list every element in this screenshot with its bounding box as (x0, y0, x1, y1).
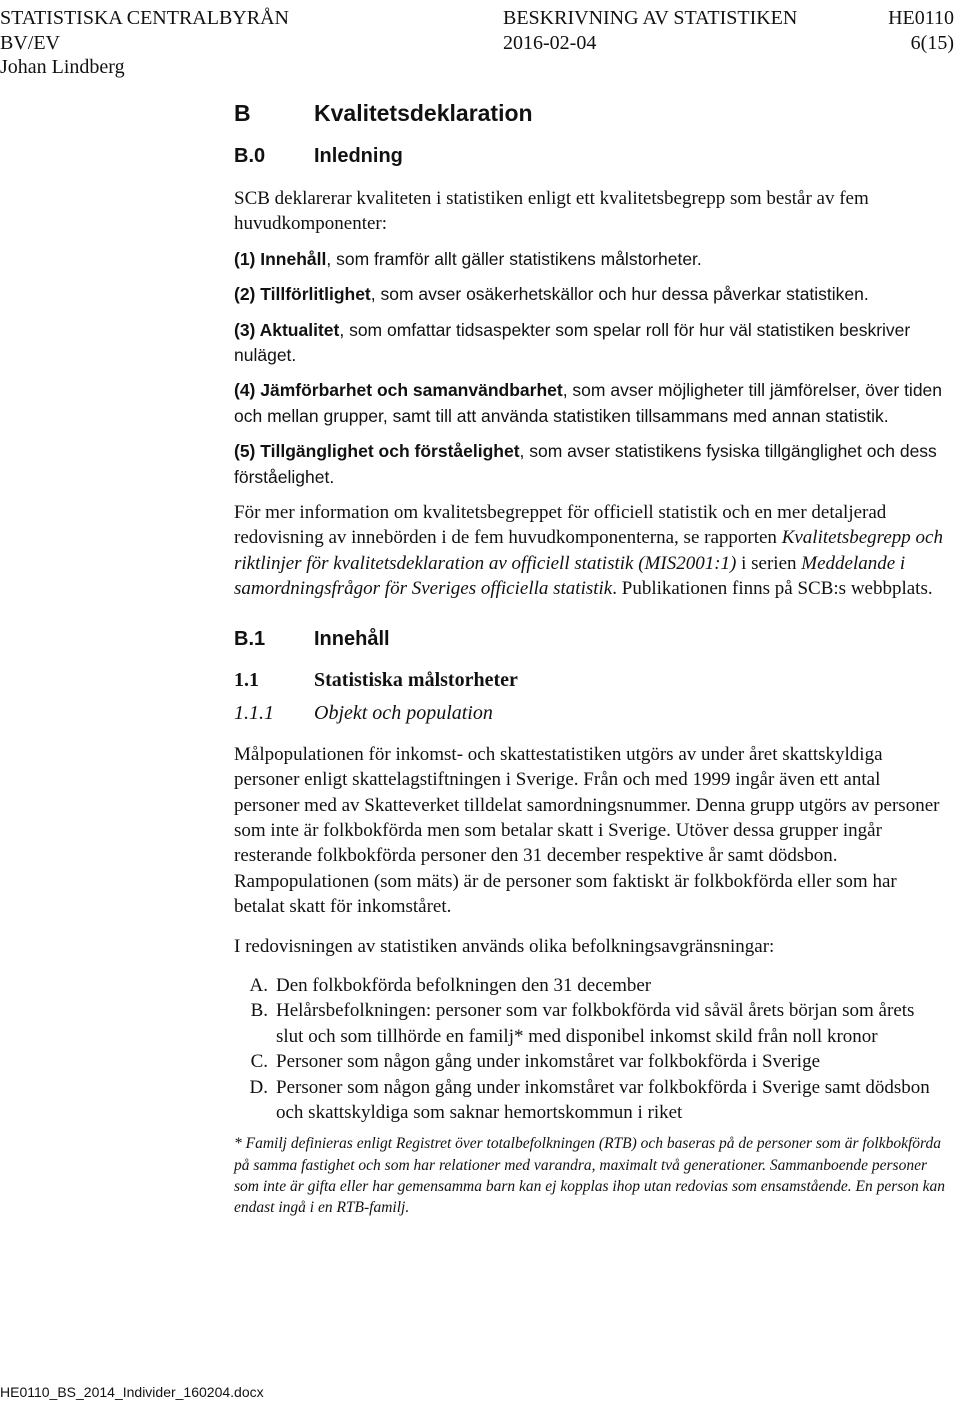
list-item-label: D. (249, 1076, 268, 1098)
header-author: Johan Lindberg (0, 56, 125, 78)
heading-title: Kvalitetsdeklaration (314, 100, 533, 126)
component-label: (3) Aktualitet (234, 319, 340, 340)
component-text: , som avser osäkerhetskällor och hur dessa påverkar statistiken. (370, 284, 869, 305)
component-text: , som avser möjligheter till jämförelser, över tiden och mellan grupper, samt till att använda statistiken tillsammans med annan statistik. (234, 380, 943, 426)
delimitation-intro: I redovisningen av statistiken används olika befolkningsavgränsningar: (234, 935, 775, 957)
heading-title: Objekt och population (314, 701, 493, 724)
delimitation-list (234, 973, 946, 1125)
component-label: (5) Tillgänglighet och förståelighet (234, 441, 520, 462)
component-1 (234, 247, 946, 272)
more-info-text: . Publikationen finns på SCB:s webbplats. (612, 578, 933, 600)
component-4 (234, 378, 946, 429)
more-info-text: i serien (736, 552, 802, 574)
header-org: STATISTISKA CENTRALBYRÅN (0, 7, 289, 29)
heading-b (234, 100, 946, 127)
component-label: (2) Tillförlitlighet (234, 284, 371, 305)
list-item (234, 1075, 946, 1126)
heading-number: 1.1.1 (234, 701, 274, 724)
heading-b1 (234, 628, 946, 651)
component-label: (4) Jämförbarhet och samanvändbarhet (234, 380, 563, 401)
page-body (234, 100, 946, 1219)
heading-title: Statistiska målstorheter (314, 668, 518, 691)
heading-b0 (234, 145, 946, 168)
list-item-label: B. (250, 1000, 268, 1022)
population-paragraph: Målpopulationen för inkomst- och skattestatistiken utgörs av under året skattskyldiga personer enligt skattelagstiftningen i Sverige. Från och med 1999 ingår även ett antal personer med av Skatteverket tilldelat samordningsnummer. Denna grupp utgörs av personer som inte är folkbokförda men som betalar skatt i Sverige. Utöver dessa grupper ingår resterande folkbokförda personer den 31 december respektive år samt dödsbon. Rampopulationen (som mäts) är de personer som faktiskt är folkbokförda eller som har betalat skatt för inkomståret. (234, 743, 940, 918)
heading-number: B.0 (234, 145, 266, 167)
component-3 (234, 318, 946, 369)
header-doc-type: BESKRIVNING AV STATISTIKEN (503, 7, 798, 29)
heading-title: Inledning (314, 145, 403, 167)
component-text: , som avser statistikens fysiska tillgänglighet och dess förståelighet. (234, 441, 937, 487)
list-item-text: Den folkbokförda befolkningen den 31 december (276, 974, 652, 996)
component-text: , som framför allt gäller statistikens målstorheter. (326, 248, 702, 269)
heading-1-1 (234, 669, 946, 692)
heading-1-1-1 (234, 702, 946, 725)
header-unit: BV/EV (0, 32, 60, 54)
header-page: 6(15) (910, 32, 954, 54)
component-label: (1) Innehåll (234, 248, 327, 269)
list-item (234, 1049, 946, 1074)
header-date: 2016-02-04 (503, 32, 597, 54)
footnote: * Familj definieras enligt Registret över totalbefolkningen (RTB) och baseras på de personer som är folkbokförda på samma fastighet och som har relationer med varandra, maximalt två generationer. Sammanboende personer som inte är gifta eller har gemensamma barn kan ej kopplas ihop utan redovias som ensamstående. En person kan endast ingå i en RTB-familj. (234, 1135, 946, 1217)
component-2 (234, 282, 946, 307)
report-title: Kvalitetsbegrepp och riktlinjer för kvalitetsdeklaration av officiell statistik (MIS2001:1) (234, 527, 943, 574)
list-item-text: Helårsbefolkningen: personer som var folkbokförda vid såväl årets början som årets slut och som tillhörde en familj* med disponibel inkomst skild från noll kronor (276, 1000, 915, 1047)
heading-number: 1.1 (234, 668, 259, 691)
more-info-paragraph (234, 500, 946, 602)
more-info-text: För mer information om kvalitetsbegreppet för officiell statistik och en mer detaljerad redovisning av innebörden i de fem huvudkomponenterna, se rapporten (234, 502, 887, 549)
document-filename: HE0110_BS_2014_Individer_160204.docx (0, 1384, 264, 1400)
list-item (234, 998, 946, 1049)
list-item-text: Personer som någon gång under inkomståret var folkbokförda i Sverige (276, 1051, 821, 1073)
component-text: , som omfattar tidsaspekter som spelar roll för hur väl statistiken beskriver nuläget. (234, 319, 911, 366)
list-item-label: A. (249, 974, 268, 996)
heading-number: B.1 (234, 627, 266, 650)
list-item (234, 973, 946, 998)
intro-paragraph: SCB deklarerar kvaliteten i statistiken enligt ett kvalitetsbegrepp som består av fem huvudkomponenter: (234, 188, 869, 235)
heading-title: Innehåll (314, 627, 390, 650)
header-doc-code: HE0110 (888, 7, 954, 29)
component-5 (234, 439, 946, 490)
series-title: Meddelande i samordningsfrågor för Sveriges officiella statistik (234, 552, 906, 600)
heading-number: B (234, 100, 251, 126)
list-item-text: Personer som någon gång under inkomståret var folkbokförda i Sverige samt dödsbon och skattskyldiga som saknar hemortskommun i riket (276, 1076, 930, 1123)
list-item-label: C. (250, 1051, 268, 1073)
